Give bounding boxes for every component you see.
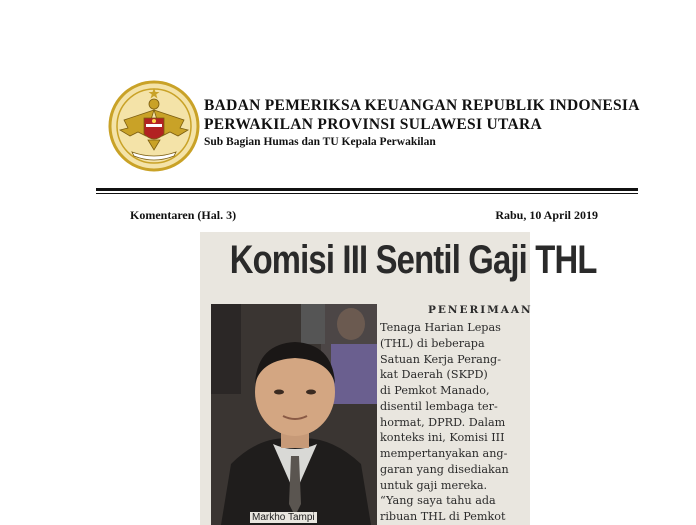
article-line: mempertanyakan ang-	[380, 447, 508, 460]
article-line: (THL) di beberapa	[380, 336, 485, 350]
garuda-emblem-logo	[108, 80, 200, 172]
article-line: kat Daerah (SKPD)	[380, 368, 488, 382]
org-name: BADAN PEMERIKSA KEUANGAN REPUBLIK INDONESIA	[204, 97, 640, 114]
article-line: ribuan THL di Pemkot	[380, 510, 506, 523]
source-section: Komentaren (Hal. 3)	[130, 208, 237, 222]
photo-caption: Markho Tampi	[252, 512, 315, 523]
header-divider	[96, 188, 638, 191]
header-divider-thin	[96, 193, 638, 194]
person-photo	[211, 304, 377, 525]
org-branch: PERWAKILAN PROVINSI SULAWESI UTARA	[204, 116, 542, 133]
clipping-headline: Komisi III Sentil Gaji THL	[229, 238, 597, 282]
article-line: garan yang disediakan	[380, 462, 509, 476]
article-line: konteks ini, Komisi III	[380, 431, 505, 445]
article-line: “Yang saya tahu ada	[380, 494, 496, 508]
article-line: hormat, DPRD. Dalam	[380, 415, 506, 429]
article-line: di Pemkot Manado,	[380, 384, 490, 397]
newspaper-clipping	[200, 232, 597, 525]
org-subdivision: Sub Bagian Humas dan TU Kepala Perwakilan	[204, 136, 436, 148]
publication-date: Rabu, 10 April 2019	[495, 208, 598, 222]
article-line: Satuan Kerja Perang-	[380, 352, 501, 366]
article-line: Tenaga Harian Lepas	[380, 321, 501, 334]
article-line: disentil lembaga ter-	[380, 399, 498, 413]
article-kicker: PENERIMAAN	[428, 304, 533, 316]
article-body	[380, 320, 526, 525]
article-line: untuk gaji mereka.	[380, 478, 488, 492]
